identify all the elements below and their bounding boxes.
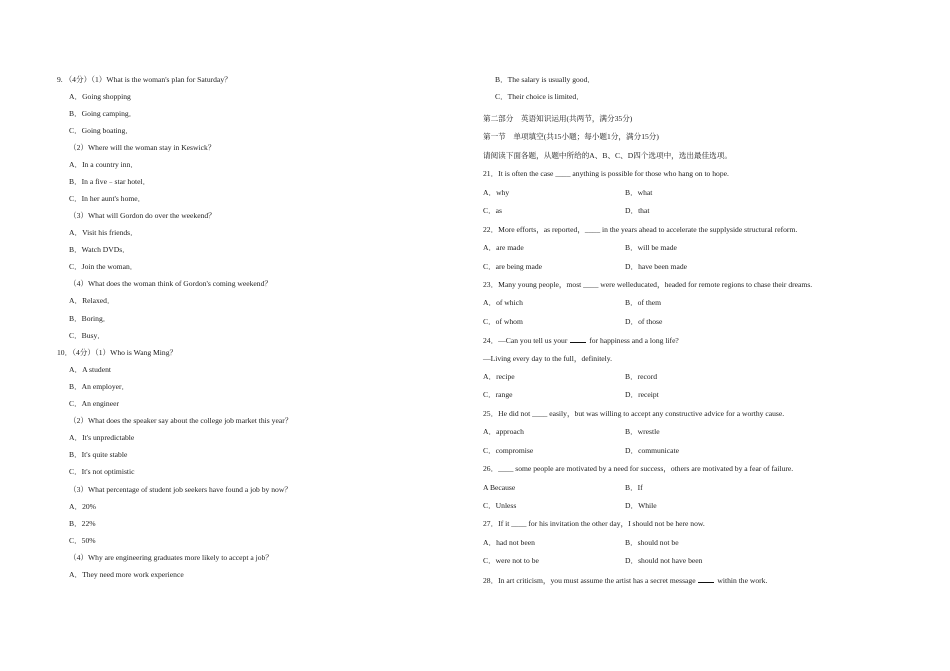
option-a: A．approach (483, 427, 524, 436)
option: B．The salary is usually good． (495, 75, 595, 84)
question-stem: 22．More efforts，as reported，____ in the years ahead to accelerate the supplyside structural reform. (483, 225, 798, 234)
option-d: D．communicate (625, 446, 679, 455)
option: C．Busy． (69, 331, 105, 340)
option-d: D．should not have been (625, 556, 703, 565)
section-title: 第一节 单项填空(共15小题；每小题1分，满分15分) (483, 132, 659, 141)
question-stem: 26．____ some people are motivated by a need for success，others are motivated by a fear of failure. (483, 464, 794, 473)
option: C．Join the woman． (69, 262, 138, 271)
option-c: C．compromise (483, 446, 534, 455)
question-stem: 27．If it ____ for his invitation the other day，I should not be here now. (483, 519, 705, 528)
option: B．It's quite stable (69, 450, 128, 459)
question-stem: 23．Many young people，most ____ were welleducated，headed for remote regions to chase their dreams. (483, 280, 813, 289)
option: A．A student (69, 365, 111, 374)
sub-question-stem: （4）What does the woman think of Gordon's coming weekend？ (69, 279, 272, 288)
option-c: C．as (483, 206, 502, 215)
question-10-header: 10．（4分）（1）Who is Wang Ming？ (57, 348, 178, 357)
option-c: C．are being made (483, 262, 543, 271)
sub-question-stem: （4）Why are engineering graduates more likely to accept a job？ (69, 553, 273, 562)
instructions: 请阅读下面各题，从题中所给的A、B、C、D四个选项中，选出最佳选项。 (483, 151, 732, 160)
option: C．50% (69, 536, 96, 545)
option-b: B．record (625, 372, 658, 381)
question-stem: 25．He did not ____ easily，but was willing to accept any constructive advice for a worthy cause. (483, 409, 785, 418)
option-b: B．should not be (625, 538, 679, 547)
option: B．Going camping． (69, 109, 137, 118)
option-d: D．of those (625, 317, 663, 326)
part-title: 第二部分 英语知识运用(共两节，满分35分) (483, 114, 633, 123)
answer-blank (698, 575, 714, 583)
option: C．In her aunt's home． (69, 194, 146, 203)
stem-text: within the work. (717, 576, 768, 585)
question-stem (483, 575, 767, 586)
option: A．20% (69, 502, 96, 511)
sub-question-stem: （2）Where will the woman stay in Keswick？ (69, 143, 216, 152)
option-b: B．will be made (625, 243, 677, 252)
sub-question-stem: （3）What percentage of student job seekers have found a job by now？ (69, 485, 292, 494)
option-d: D．While (625, 501, 657, 510)
option-a: A Because (483, 483, 516, 492)
option: A．In a country inn． (69, 160, 138, 169)
option: C．Their choice is limited． (495, 92, 584, 101)
option: A．Relaxed． (69, 296, 115, 305)
answer-blank (570, 335, 586, 343)
option-c: C．range (483, 390, 513, 399)
option: A．Going shopping (69, 92, 131, 101)
option-b: B．If (625, 483, 643, 492)
option: B．Watch DVDs． (69, 245, 130, 254)
option-c: C．were not to be (483, 556, 539, 565)
option: C．An engineer (69, 399, 119, 408)
option-c: C．Unless (483, 501, 517, 510)
option: A．They need more work experience (69, 570, 184, 579)
sub-question-stem: （2）What does the speaker say about the college job market this year？ (69, 416, 293, 425)
option-c: C．of whom (483, 317, 523, 326)
option-a: A．recipe (483, 372, 515, 381)
option: B．Boring． (69, 314, 111, 323)
option: B．22% (69, 519, 96, 528)
question-stem-continued: —Living every day to the full，definitely. (483, 354, 612, 363)
option-a: A．why (483, 188, 510, 197)
option: C．Going boating． (69, 126, 133, 135)
option-a: A．had not been (483, 538, 535, 547)
option: A．Visit his friends． (69, 228, 138, 237)
option: C．It's not optimistic (69, 467, 135, 476)
option-b: B．wrestle (625, 427, 660, 436)
option: A．It's unpredictable (69, 433, 135, 442)
option: B．In a five﹣star hotel． (69, 177, 151, 186)
stem-text: 28．In art criticism，you must assume the artist has a secret message (483, 576, 696, 585)
option-b: B．of them (625, 298, 662, 307)
stem-text: 24．—Can you tell us your (483, 336, 568, 345)
stem-text: for happiness and a long life? (589, 336, 679, 345)
option-b: B．what (625, 188, 653, 197)
option-a: A．are made (483, 243, 524, 252)
option-d: D．receipt (625, 390, 659, 399)
question-9-header: 9. （4分）（1）What is the woman's plan for Saturday？ (57, 75, 232, 84)
option-d: D．have been made (625, 262, 687, 271)
option-d: D．that (625, 206, 650, 215)
option: B．An employer． (69, 382, 130, 391)
question-stem (483, 335, 679, 346)
sub-question-stem: （3）What will Gordon do over the weekend？ (69, 211, 216, 220)
option-a: A．of which (483, 298, 523, 307)
question-stem: 21．It is often the case ____ anything is possible for those who hang on to hope. (483, 169, 729, 178)
